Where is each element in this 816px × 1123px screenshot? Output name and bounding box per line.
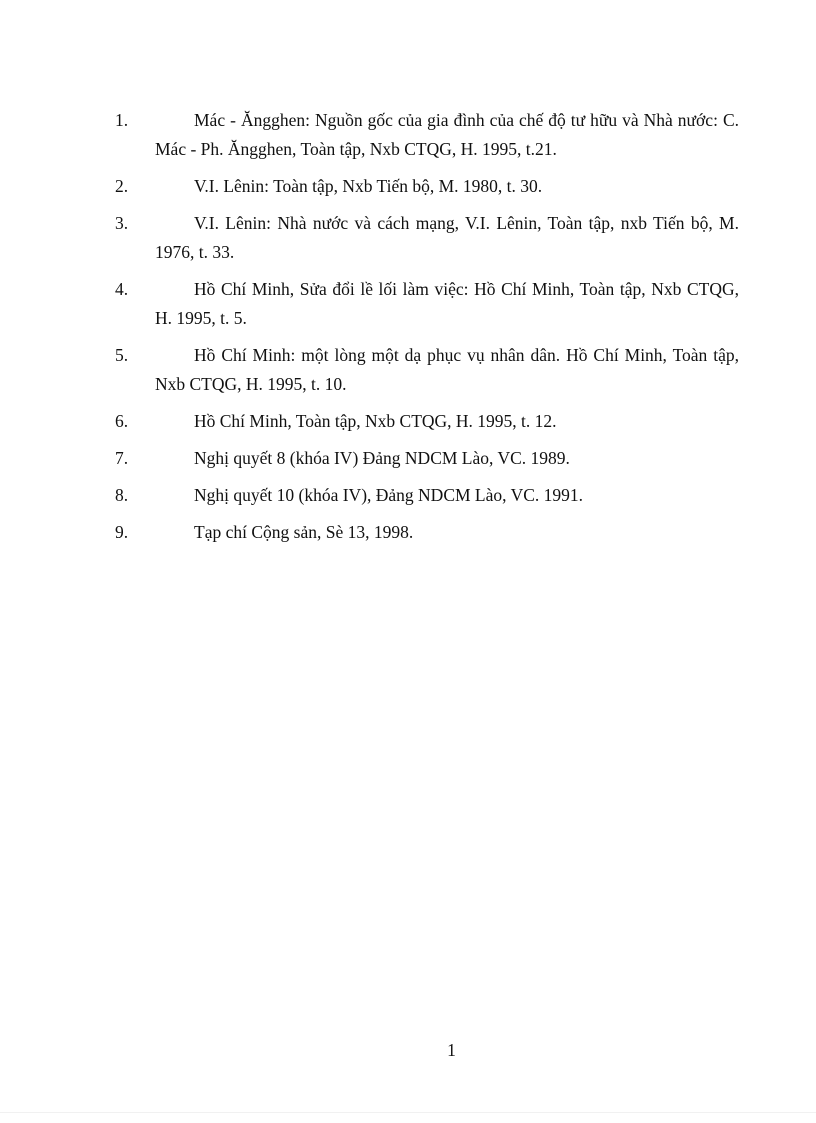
- reference-text: Nghị quyết 8 (khóa IV) Đảng NDCM Lào, VC. 1989.: [194, 448, 570, 468]
- reference-number: 8.: [115, 485, 129, 505]
- reference-item-9: [115, 518, 739, 547]
- reference-text: Hồ Chí Minh, Sửa đổi lề lối làm việc: Hồ Chí Minh, Toàn tập, Nxb CTQG, H. 1995, t. 5.: [155, 279, 739, 328]
- reference-text: V.I. Lênin: Toàn tập, Nxb Tiến bộ, M. 1980, t. 30.: [194, 176, 543, 196]
- reference-item-6: [115, 407, 739, 436]
- reference-number: 1.: [115, 110, 129, 130]
- reference-number: 6.: [115, 411, 129, 431]
- reference-text: Hồ Chí Minh, Toàn tập, Nxb CTQG, H. 1995, t. 12.: [194, 411, 557, 431]
- reference-text: V.I. Lênin: Nhà nước và cách mạng, V.I. Lênin, Toàn tập, nxb Tiến bộ, M. 1976, t. 33.: [155, 213, 739, 262]
- reference-number: 9.: [115, 522, 129, 542]
- page-bottom-edge: [0, 1112, 816, 1113]
- page-number: 1: [447, 1040, 456, 1060]
- reference-list: [115, 106, 739, 555]
- reference-text: Mác - Ăngghen: Nguồn gốc của gia đình của chế độ tư hữu và Nhà nước: C. Mác - Ph. Ăngghen, Toàn tập, Nxb CTQG, H. 1995, t.21.: [155, 110, 739, 159]
- reference-item-5: [115, 341, 739, 399]
- reference-item-4: [115, 275, 739, 333]
- reference-item-3: [115, 209, 739, 267]
- reference-item-2: [115, 172, 739, 201]
- reference-text: Tạp chí Cộng sản, Sè 13, 1998.: [194, 522, 414, 542]
- reference-item-1: [115, 106, 739, 164]
- reference-number: 3.: [115, 213, 129, 233]
- reference-number: 5.: [115, 345, 129, 365]
- reference-text: Nghị quyết 10 (khóa IV), Đảng NDCM Lào, VC. 1991.: [194, 485, 584, 505]
- reference-item-8: [115, 481, 739, 510]
- reference-number: 2.: [115, 176, 129, 196]
- reference-item-7: [115, 444, 739, 473]
- reference-number: 4.: [115, 279, 129, 299]
- reference-text: Hồ Chí Minh: một lòng một dạ phục vụ nhân dân. Hồ Chí Minh, Toàn tập, Nxb CTQG, H. 1995, t. 10.: [155, 345, 739, 394]
- reference-number: 7.: [115, 448, 129, 468]
